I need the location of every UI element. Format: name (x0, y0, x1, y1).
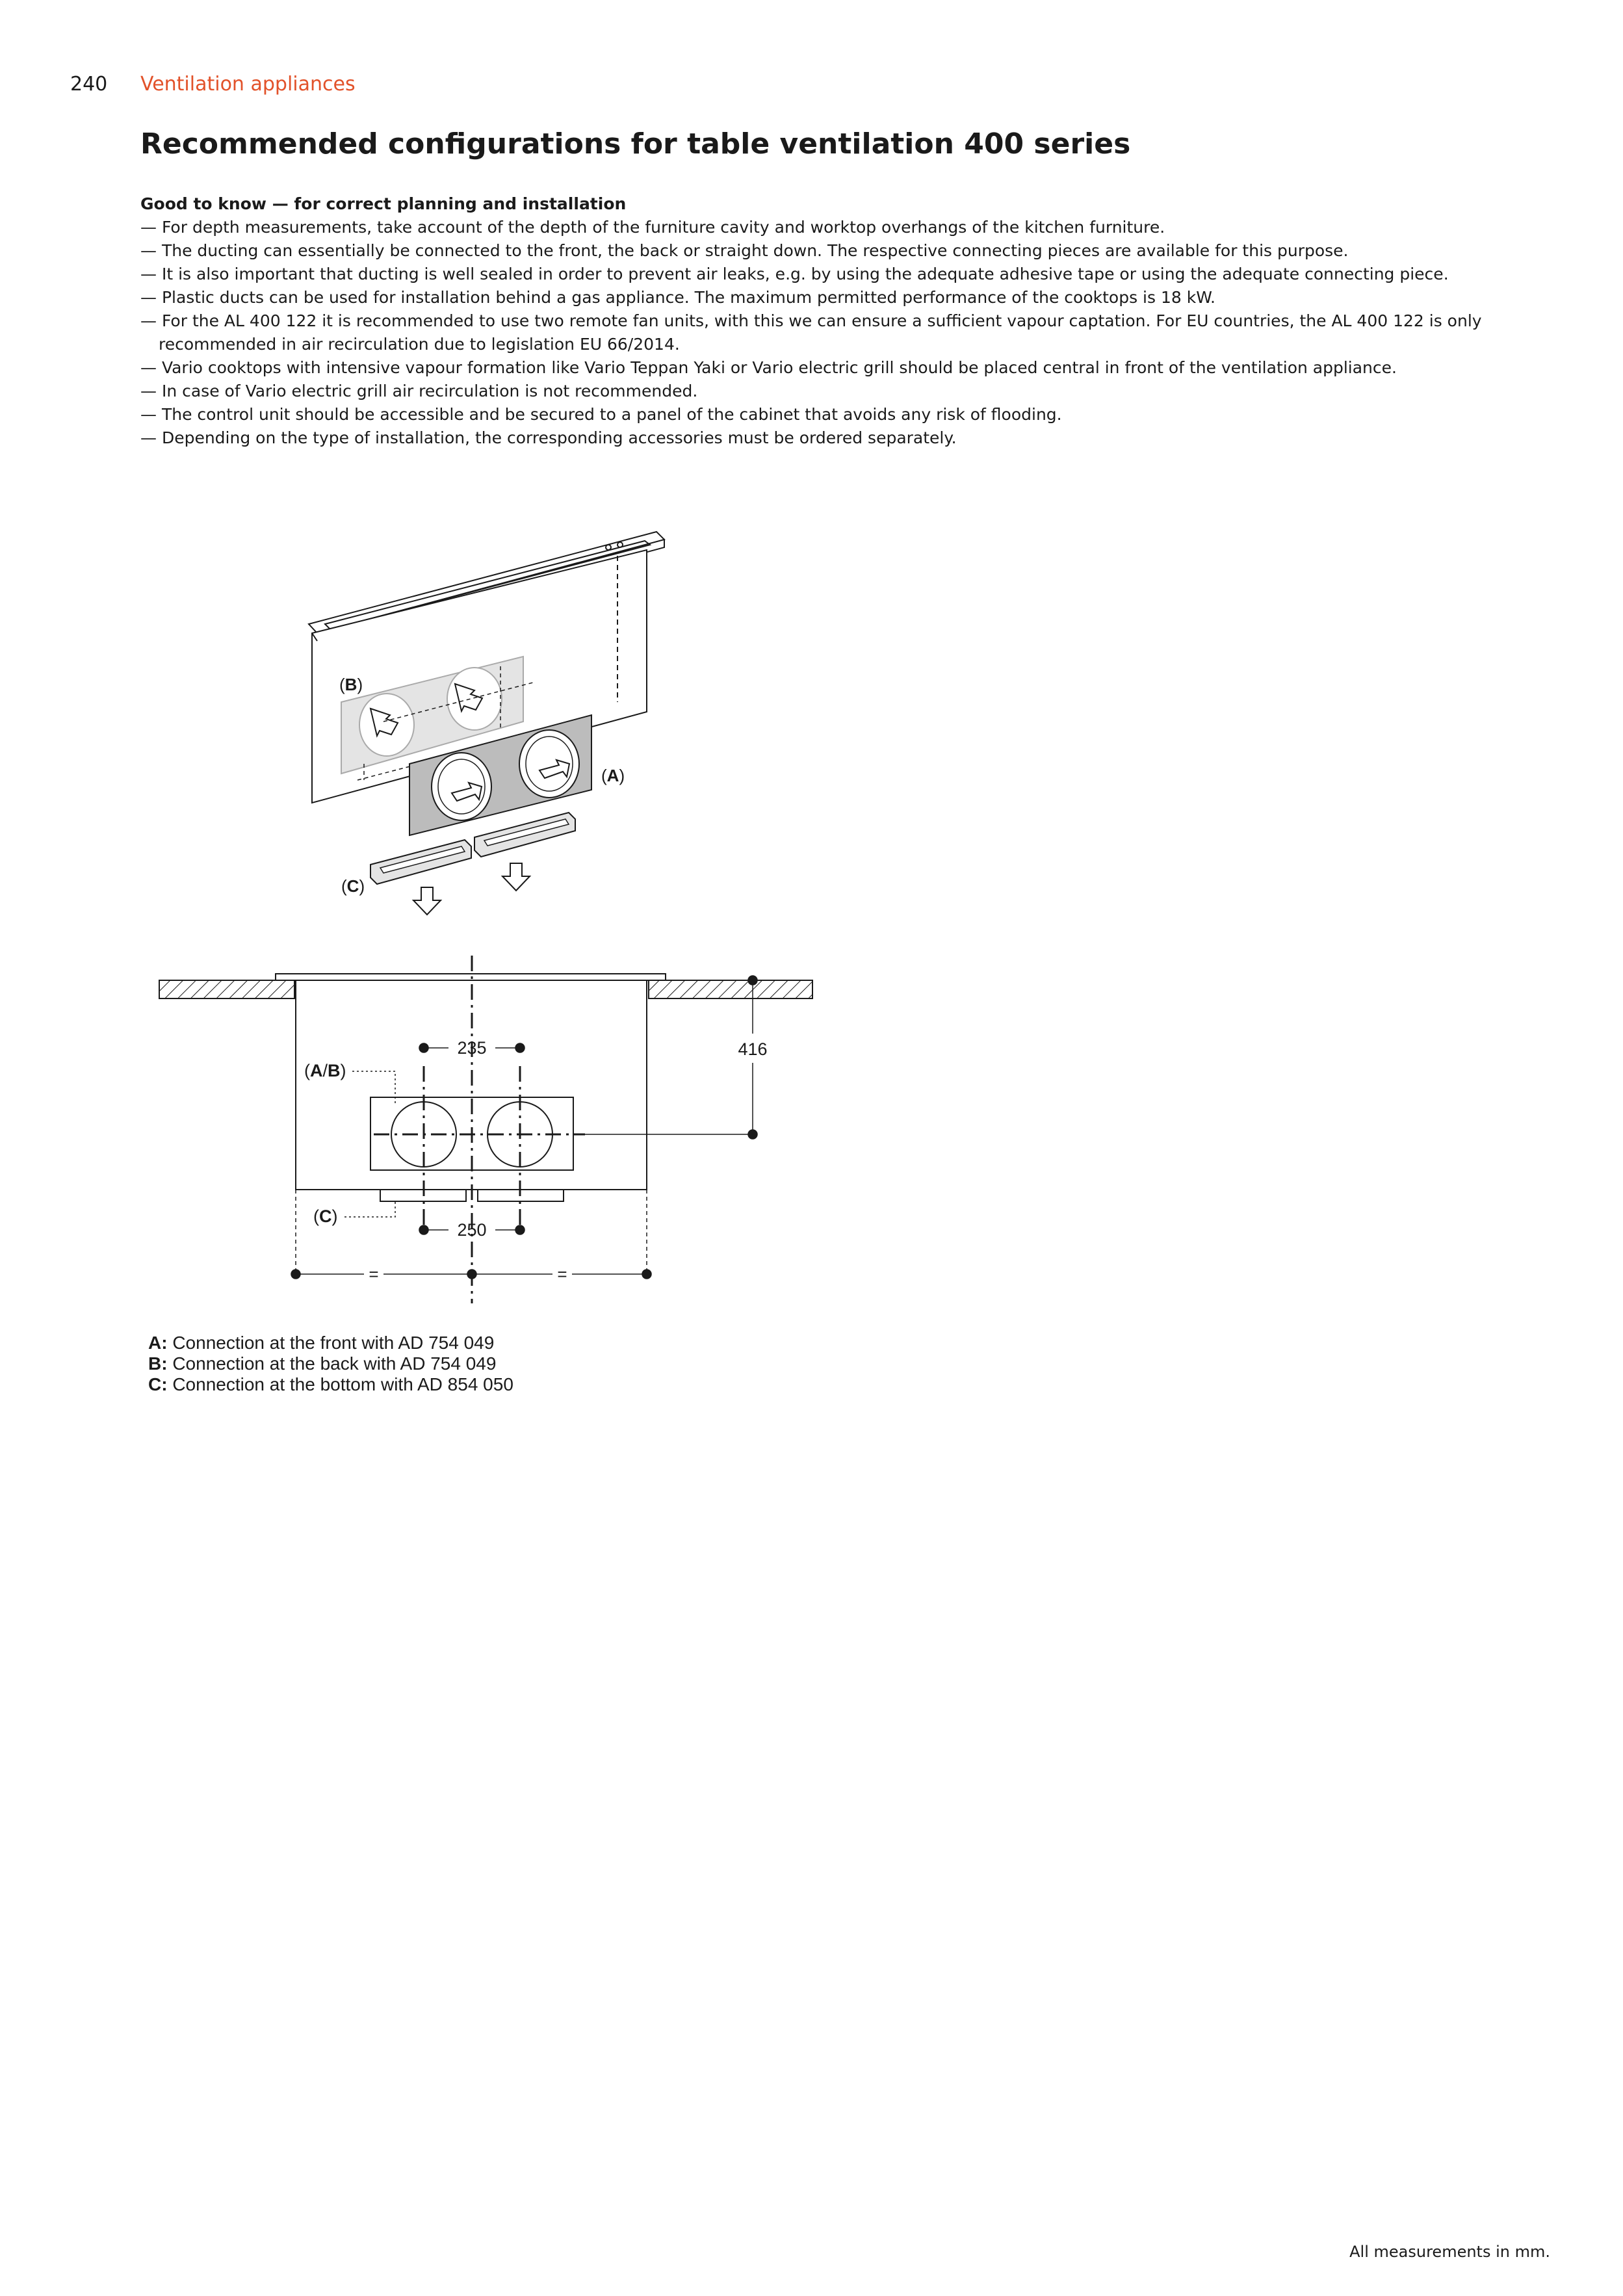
isometric-installation-diagram (273, 507, 728, 930)
front-outlet-right (519, 730, 579, 798)
diagram-legend (148, 1333, 513, 1395)
note-item: — The ducting can essentially be connected to the front, the back or straight down. The respective connecting pieces are available for this purpose. (140, 241, 1349, 260)
planning-notes (140, 192, 1557, 450)
measurement-note: All measurements in mm. (1349, 2243, 1550, 2261)
note-item: — Depending on the type of installation, the corresponding accessories must be ordered separately. (140, 428, 957, 447)
worktop-left (159, 980, 294, 998)
legend-item-b: B: Connection at the back with AD 754 049 (148, 1353, 497, 1374)
legend-item-a: A: Connection at the front with AD 754 049 (148, 1333, 495, 1353)
label-c: (C) (313, 1207, 338, 1226)
svg-text:(C): (C) (341, 876, 365, 896)
page-number: 240 (70, 73, 108, 96)
down-arrow-left (413, 887, 441, 915)
notes-heading: Good to know — for correct planning and installation (140, 194, 627, 213)
svg-text:(A): (A) (601, 766, 625, 785)
dimension-416: 416 (738, 1039, 768, 1059)
note-item: — For the AL 400 122 it is recommended to use two remote fan units, with this we can ensure a sufficient vapour captation. For EU countries, the AL 400 122 is only recommended in air recirculation due to legislation EU 66/2014. (140, 311, 1482, 354)
note-item: — The control unit should be accessible and be secured to a panel of the cabinet that avoids any risk of flooding. (140, 405, 1062, 424)
technical-dimension-drawing (149, 949, 832, 1313)
notes-list (140, 216, 1557, 450)
section-name: Ventilation appliances (140, 73, 356, 96)
equal-mark-left: = (369, 1264, 379, 1284)
appliance-lid-profile (276, 974, 666, 980)
note-item: — Vario cooktops with intensive vapour formation like Vario Teppan Yaki or Vario electric grill should be placed central in front of the ventilation appliance. (140, 358, 1397, 377)
dimension-250: 250 (457, 1220, 487, 1240)
worktop-right (649, 980, 812, 998)
dimension-235: 235 (457, 1038, 487, 1058)
legend-item-c: C: Connection at the bottom with AD 854 050 (148, 1374, 513, 1394)
note-item: — It is also important that ducting is well sealed in order to prevent air leaks, e.g. by using the adequate adhesive tape or using the adequate connecting piece. (140, 265, 1449, 283)
page-title: Recommended configurations for table ventilation 400 series (140, 127, 1131, 161)
svg-text:(B): (B) (339, 675, 363, 694)
note-item: — Plastic ducts can be used for installation behind a gas appliance. The maximum permitted performance of the cooktops is 18 kW. (140, 288, 1215, 307)
equal-mark-right: = (557, 1264, 567, 1284)
down-arrow-right (502, 863, 530, 891)
note-item: — For depth measurements, take account of the depth of the furniture cavity and worktop overhangs of the kitchen furniture. (140, 218, 1165, 237)
label-a-b: (A/B) (304, 1061, 346, 1080)
note-item: — In case of Vario electric grill air recirculation is not recommended. (140, 382, 698, 400)
front-outlet-left (432, 753, 491, 820)
